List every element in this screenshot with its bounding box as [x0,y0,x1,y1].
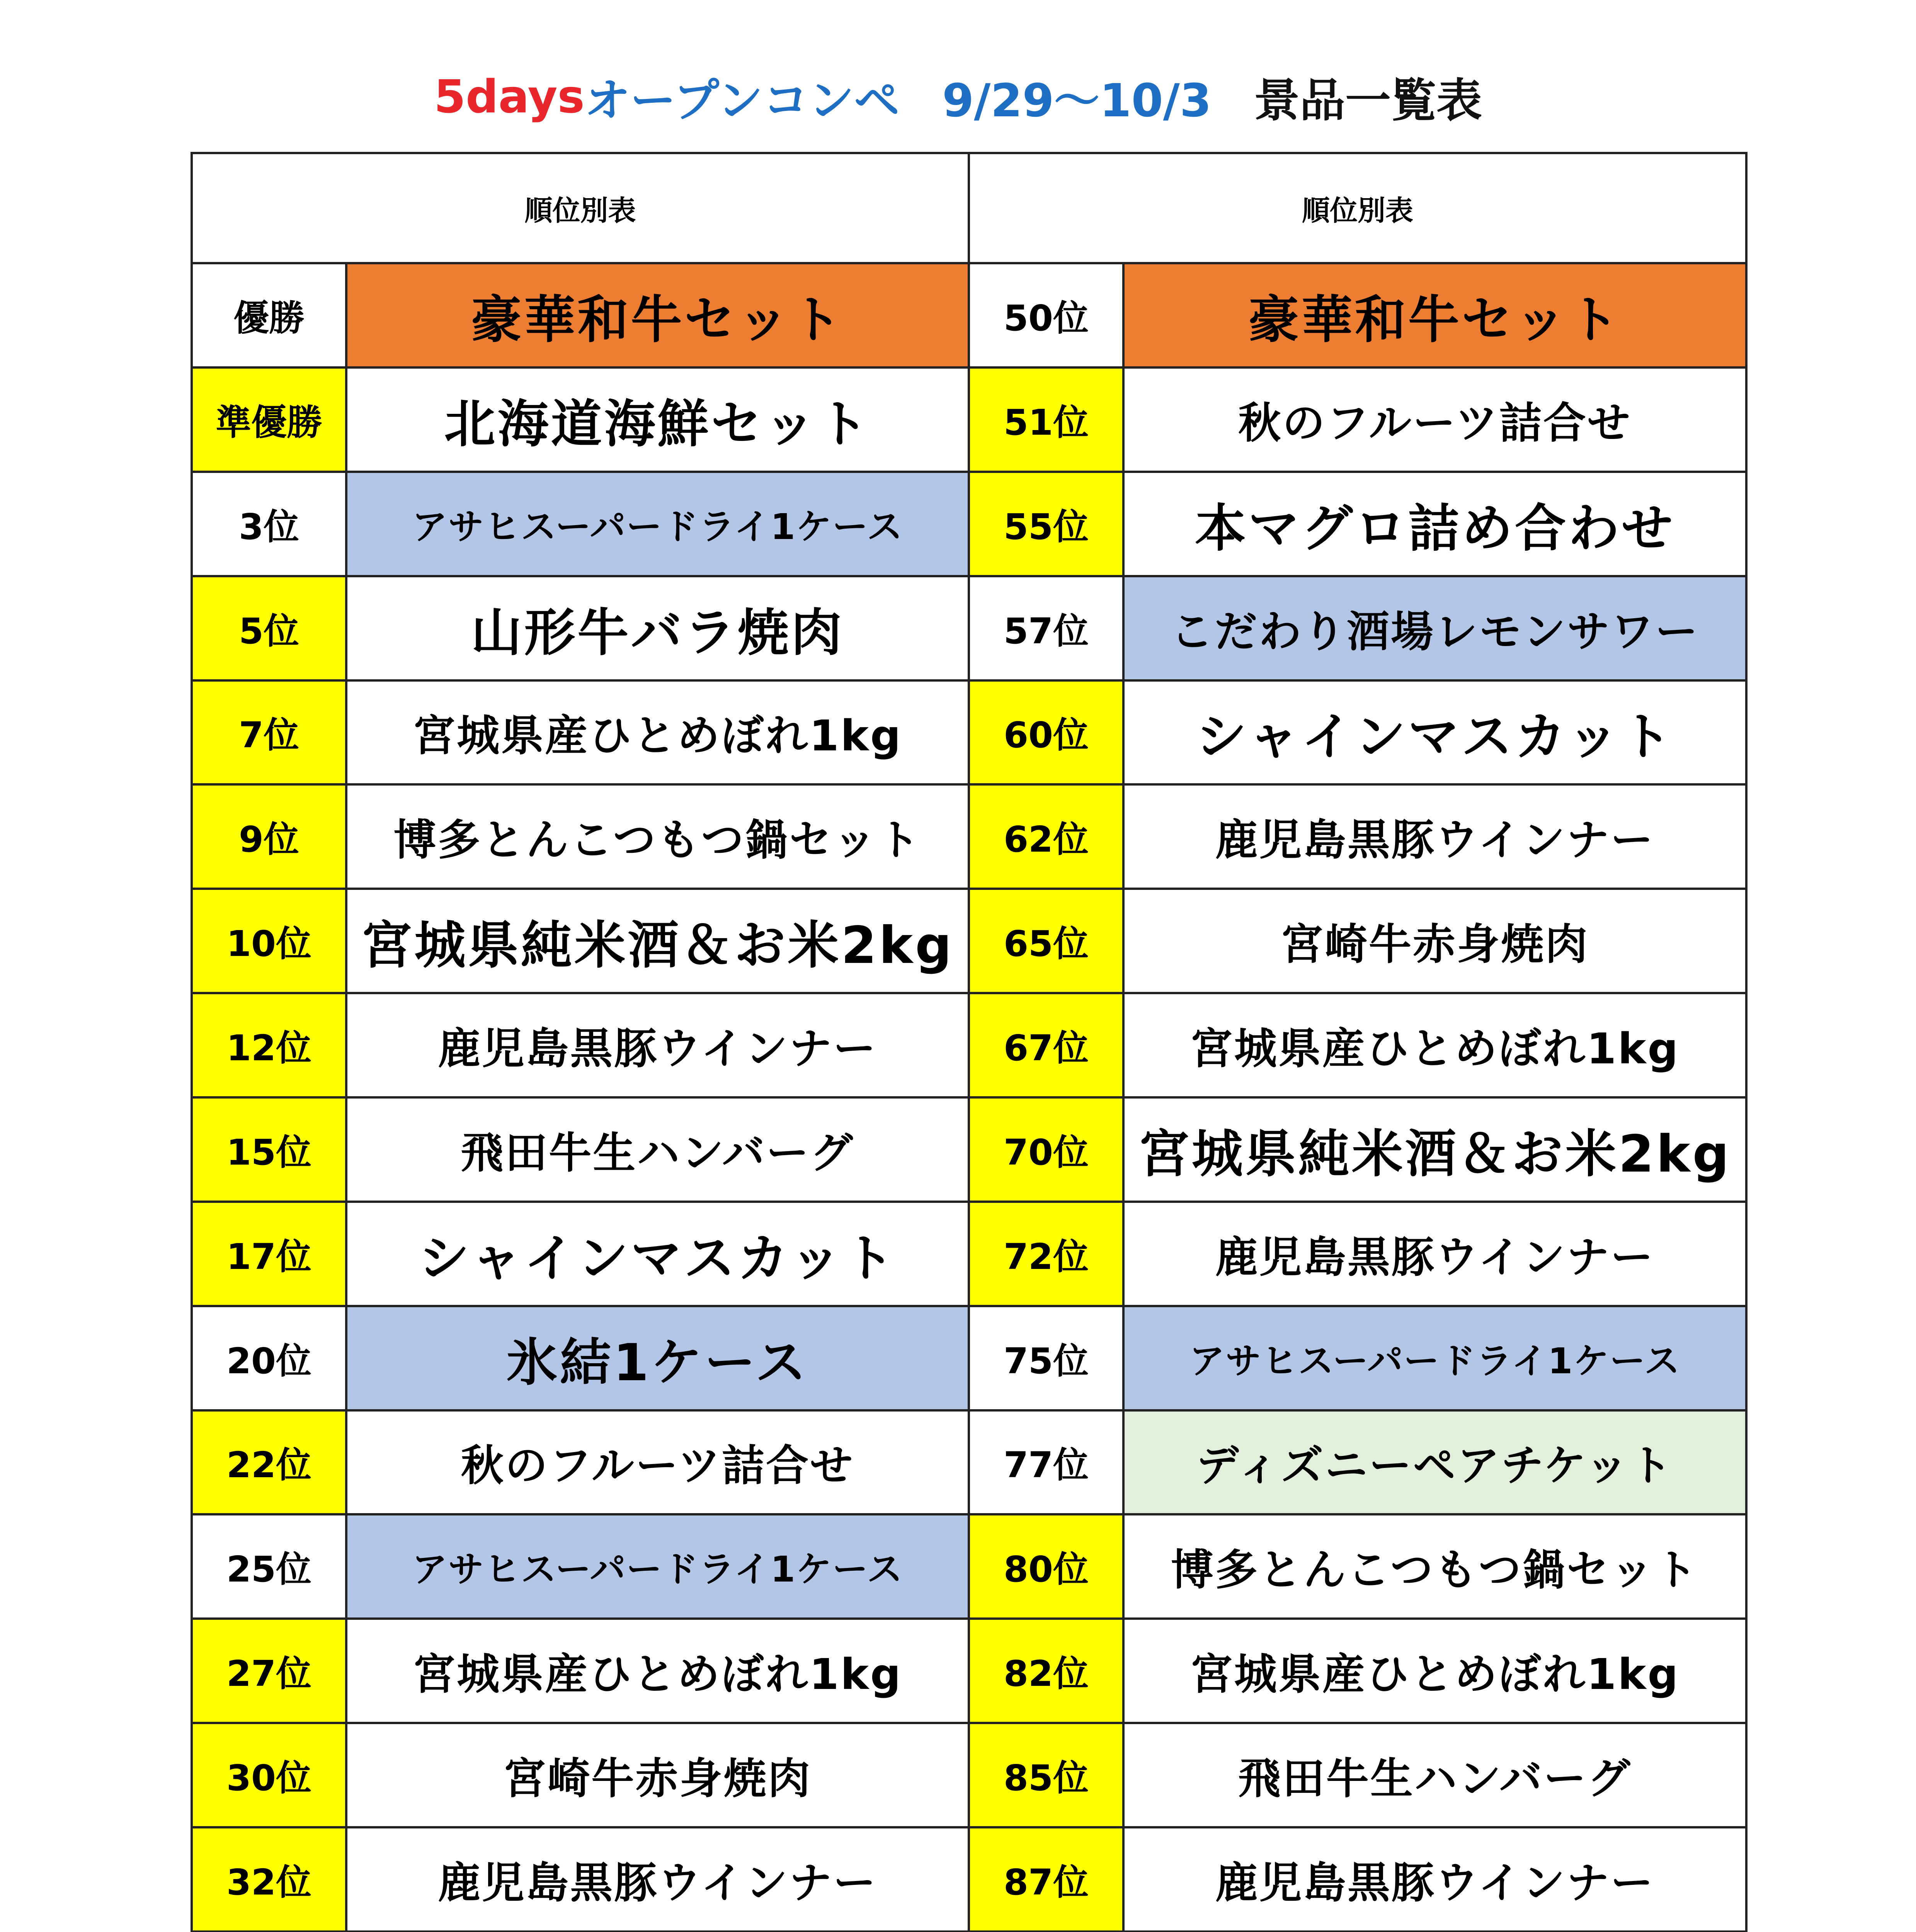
rank-cell-right: 62位 [969,784,1123,889]
rank-cell-right: 77位 [969,1410,1123,1515]
prize-cell-left: 宮城県産ひとめぼれ1kg [346,680,969,785]
rank-cell-left: 優勝 [192,263,346,367]
table-row [192,1619,1746,1723]
prize-cell-left: 氷結1ケース [346,1306,969,1410]
prize-cell-right: 本マグロ詰め合わせ [1123,472,1746,576]
rank-cell-left: 25位 [192,1514,346,1619]
prize-table-body [192,153,1746,1932]
prize-cell-right: 宮崎牛赤身焼肉 [1123,889,1746,993]
prize-cell-right: 鹿児島黒豚ウインナー [1123,784,1746,889]
rank-cell-right: 55位 [969,472,1123,576]
rank-cell-right: 85位 [969,1723,1123,1827]
rank-cell-left: 32位 [192,1827,346,1932]
prize-cell-left: アサヒスーパードライ1ケース [346,1514,969,1619]
header-left: 順位別表 [192,153,969,263]
rank-cell-left: 10位 [192,889,346,993]
table-row [192,1723,1746,1827]
table-row [192,1410,1746,1515]
rank-cell-right: 82位 [969,1619,1123,1723]
table-row [192,1827,1746,1932]
prize-cell-left: 宮城県産ひとめぼれ1kg [346,1619,969,1723]
prize-cell-right: 宮城県純米酒＆お米2kg [1123,1097,1746,1202]
table-header-row [192,153,1746,263]
rank-cell-right: 50位 [969,263,1123,367]
rank-cell-left: 17位 [192,1202,346,1306]
prize-cell-left: 鹿児島黒豚ウインナー [346,1827,969,1932]
rank-cell-left: 9位 [192,784,346,889]
prize-cell-right: 博多とんこつもつ鍋セット [1123,1514,1746,1619]
rank-cell-right: 51位 [969,367,1123,472]
title-dates: 9/29～10/3 [942,74,1212,127]
rank-cell-right: 80位 [969,1514,1123,1619]
rank-cell-right: 87位 [969,1827,1123,1932]
prize-cell-left: 飛田牛生ハンバーグ [346,1097,969,1202]
prize-cell-right: シャインマスカット [1123,680,1746,785]
rank-cell-right: 57位 [969,576,1123,680]
table-row [192,1306,1746,1410]
table-row [192,784,1746,889]
table-row [192,1514,1746,1619]
rank-cell-right: 65位 [969,889,1123,993]
rank-cell-left: 15位 [192,1097,346,1202]
title-open-compe: オープンコンペ [584,74,900,127]
prize-cell-left: 宮城県純米酒＆お米2kg [346,889,969,993]
rank-cell-left: 5位 [192,576,346,680]
title-days: 5days [434,70,585,123]
rank-cell-right: 60位 [969,680,1123,785]
prize-cell-left: シャインマスカット [346,1202,969,1306]
prize-cell-right: 豪華和牛セット [1123,263,1746,367]
prize-cell-left: アサヒスーパードライ1ケース [346,472,969,576]
prize-cell-right: 秋のフルーツ詰合せ [1123,367,1746,472]
rank-cell-left: 7位 [192,680,346,785]
rank-cell-left: 20位 [192,1306,346,1410]
table-row [192,263,1746,367]
rank-cell-left: 22位 [192,1410,346,1515]
header-right: 順位別表 [969,153,1746,263]
prize-cell-left: 北海道海鮮セット [346,367,969,472]
prize-cell-left: 山形牛バラ焼肉 [346,576,969,680]
rank-cell-left: 27位 [192,1619,346,1723]
table-row [192,1202,1746,1306]
table-row [192,472,1746,576]
table-row [192,680,1746,785]
prize-cell-left: 秋のフルーツ詰合せ [346,1410,969,1515]
table-row [192,889,1746,993]
table-row [192,576,1746,680]
rank-cell-left: 30位 [192,1723,346,1827]
prize-cell-right: 宮城県産ひとめぼれ1kg [1123,993,1746,1097]
prize-cell-left: 鹿児島黒豚ウインナー [346,993,969,1097]
table-row [192,367,1746,472]
prize-cell-right: 宮城県産ひとめぼれ1kg [1123,1619,1746,1723]
prize-table [191,152,1748,1932]
rank-cell-right: 67位 [969,993,1123,1097]
table-row [192,1097,1746,1202]
prize-cell-right: こだわり酒場レモンサワー [1123,576,1746,680]
page-title [0,62,1916,131]
prize-cell-left: 宮崎牛赤身焼肉 [346,1723,969,1827]
rank-cell-left: 3位 [192,472,346,576]
prize-cell-right: アサヒスーパードライ1ケース [1123,1306,1746,1410]
prize-cell-right: ディズニーペアチケット [1123,1410,1746,1515]
prize-cell-right: 飛田牛生ハンバーグ [1123,1723,1746,1827]
rank-cell-right: 70位 [969,1097,1123,1202]
prize-cell-right: 鹿児島黒豚ウインナー [1123,1827,1746,1932]
title-prize-list: 景品一覧表 [1254,74,1482,127]
prize-cell-right: 鹿児島黒豚ウインナー [1123,1202,1746,1306]
rank-cell-left: 12位 [192,993,346,1097]
rank-cell-right: 75位 [969,1306,1123,1410]
table-row [192,993,1746,1097]
rank-cell-right: 72位 [969,1202,1123,1306]
prize-cell-left: 博多とんこつもつ鍋セット [346,784,969,889]
rank-cell-left: 準優勝 [192,367,346,472]
prize-cell-left: 豪華和牛セット [346,263,969,367]
